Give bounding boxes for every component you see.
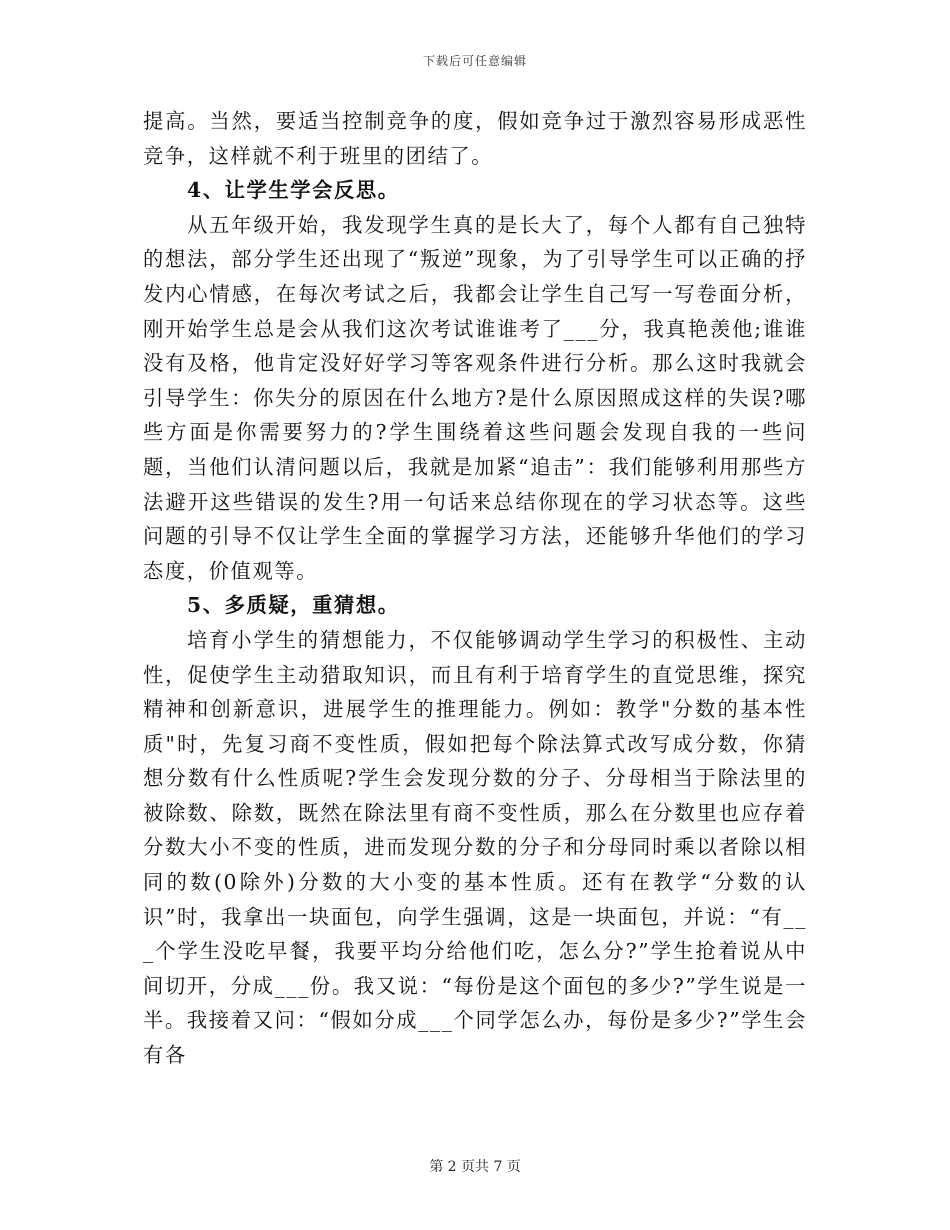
section-heading-5: 5、多质疑，重猜想。 bbox=[187, 593, 400, 618]
section-heading-4: 4、让学生学会反思。 bbox=[187, 178, 400, 203]
page-number: 第 2 页共 7 页 bbox=[429, 1159, 521, 1175]
page-header: 下载后可任意编辑 bbox=[422, 54, 527, 68]
paragraph-reflection: 从五年级开始，我发现学生真的是长大了，每个人都有自己独特的想法，部分学生还出现了“叛逆”现象，为了引导学生可以正确的抒发内心情感，在每次考试之后，我都会让学生自己写一写卷面分析，刚开始学生总是会从我们这次考试谁谁考了___分，我真艳羡他;谁谁没有及格，他肯定没好好学习等客观条件进行分析。那么这时我就会引导学生：你失分的原因在什么地方?是什么原因照成这样的失误?哪些方面是你需要努力的?学生围绕着这些问题会发现自我的一些问题，当他们认清问题以后，我就是加紧“追击”：我们能够利用那些方法避开这些错误的发生?用一句话来总结你现在的学习状态等。这些问题的引导不仅让学生全面的掌握学习方法，还能够升华他们的学习态度，价值观等。 bbox=[143, 212, 807, 583]
paragraph-continuation: 提高。当然，要适当控制竞争的度，假如竞争过于激烈容易形成恶性竞争，这样就不利于班里的团结了。 bbox=[143, 109, 807, 168]
paragraph-guessing: 培育小学生的猜想能力，不仅能够调动学生学习的积极性、主动性，促使学生主动猎取知识，而且有利于培育学生的直觉思维，探究精神和创新意识，进展学生的推理能力。例如：教学"分数的基本性质"时，先复习商不变性质，假如把每个除法算式改写成分数，你猜想分数有什么性质呢?学生会发现分数的分子、分母相当于除法里的被除数、除数，既然在除法里有商不变性质，那么在分数里也应存着分数大小不变的性质，进而发现分数的分子和分母同时乘以者除以相同的数(0除外)分数的大小变的基本性质。还有在教学“分数的认识”时，我拿出一块面包，向学生强调，这是一块面包，并说：“有___个学生没吃早餐，我要平均分给他们吃，怎么分?”学生抢着说从中间切开，分成___份。我又说：“每份是这个面包的多少?”学生说是一半。我接着又问：“假如分成___个同学怎么办，每份是多少?”学生会有各 bbox=[143, 627, 807, 1068]
document-body bbox=[143, 104, 807, 1073]
